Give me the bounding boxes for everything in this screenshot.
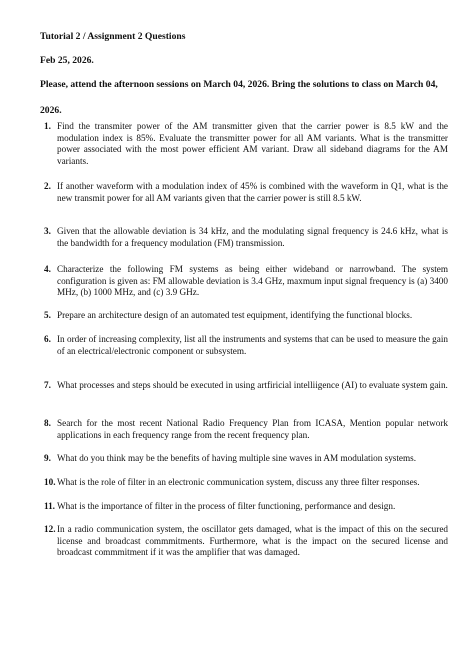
question-text: What do you think may be the benefits of having multiple sine waves in AM modulation systems. (57, 453, 417, 463)
question-item (44, 418, 448, 441)
question-item (44, 524, 448, 559)
question-text: If another waveform with a modulation index of 45% is combined with the waveform in Q1, what is the new transmit power for all AM variants given that the carrier power is still 8.5 kW. (57, 181, 448, 203)
question-number: 11. (44, 501, 55, 511)
question-number: 7. (44, 380, 51, 390)
question-text: Characterize the following FM systems as being either wideband or narrowband. The system configuration is given as: FM allowable deviation is 3.4 GHz, maxmum input signal frequency is (a) 3400 MHz, (b) 1000 MHz, and (c) 3.9 GHz. (57, 264, 448, 298)
question-number: 9. (44, 453, 51, 463)
question-text: What is the role of filter in an electronic communication system, discuss any three filter responses. (57, 477, 420, 487)
question-number: 4. (44, 264, 51, 274)
question-item (44, 226, 448, 249)
question-text: Find the transmiter power of the AM transmitter given that the carrier power is 8.5 kW and the modulation index is 85%. Evaluate the transmitter power for all AM variants. What is the transmitter power associated with the most power efficient AM variant. Draw all sideband diagrams for the AM variants. (57, 121, 448, 166)
question-number: 10. (44, 477, 56, 487)
instruction-line-1: Please, attend the afternoon sessions on March 04, 2026. Bring the solutions to class on March 04, (40, 79, 438, 90)
question-item (44, 121, 448, 167)
document-date: Feb 25, 2026. (40, 55, 94, 66)
question-number: 1. (44, 121, 51, 131)
question-text: Given that the allowable deviation is 34 kHz, and the modulating signal frequency is 24.6 kHz, what is the bandwidth for a frequency modulation (FM) transmission. (57, 226, 448, 248)
question-text: What is the importance of filter in the process of filter functioning, performance and design. (57, 501, 396, 511)
question-item (44, 264, 448, 299)
question-number: 8. (44, 418, 51, 428)
question-item (44, 181, 448, 204)
question-text: What processes and steps should be executed in using artfiricial intelliigence (AI) to evaluate system gain. (57, 380, 448, 390)
question-item (44, 477, 448, 489)
question-number: 3. (44, 226, 51, 236)
document-title: Tutorial 2 / Assignment 2 Questions (40, 31, 186, 42)
question-item (44, 453, 448, 465)
question-text: Search for the most recent National Radio Frequency Plan from ICASA, Mention popular network applications in each frequency range from the recent frequency plan. (57, 418, 448, 440)
question-item (44, 310, 448, 322)
question-item (44, 380, 448, 392)
question-text: In a radio communication system, the oscillator gets damaged, what is the impact of this on the secured license and broadcast commmitments. Furthermore, what is the impact on the secured license and broadcast commmitment if it was the amplifier that was damaged. (57, 524, 448, 558)
question-number: 12. (44, 524, 56, 534)
question-number: 6. (44, 334, 51, 344)
question-text: Prepare an architecture design of an automated test equipment, identifying the functional blocks. (57, 310, 413, 320)
question-number: 2. (44, 181, 51, 191)
question-item (44, 334, 448, 357)
question-text: In order of increasing complexity, list all the instruments and systems that can be used to measure the gain of an electrical/electronic component or subsystem. (57, 334, 448, 356)
question-number: 5. (44, 310, 51, 320)
question-item (44, 501, 448, 513)
instruction-line-2: 2026. (40, 105, 62, 116)
